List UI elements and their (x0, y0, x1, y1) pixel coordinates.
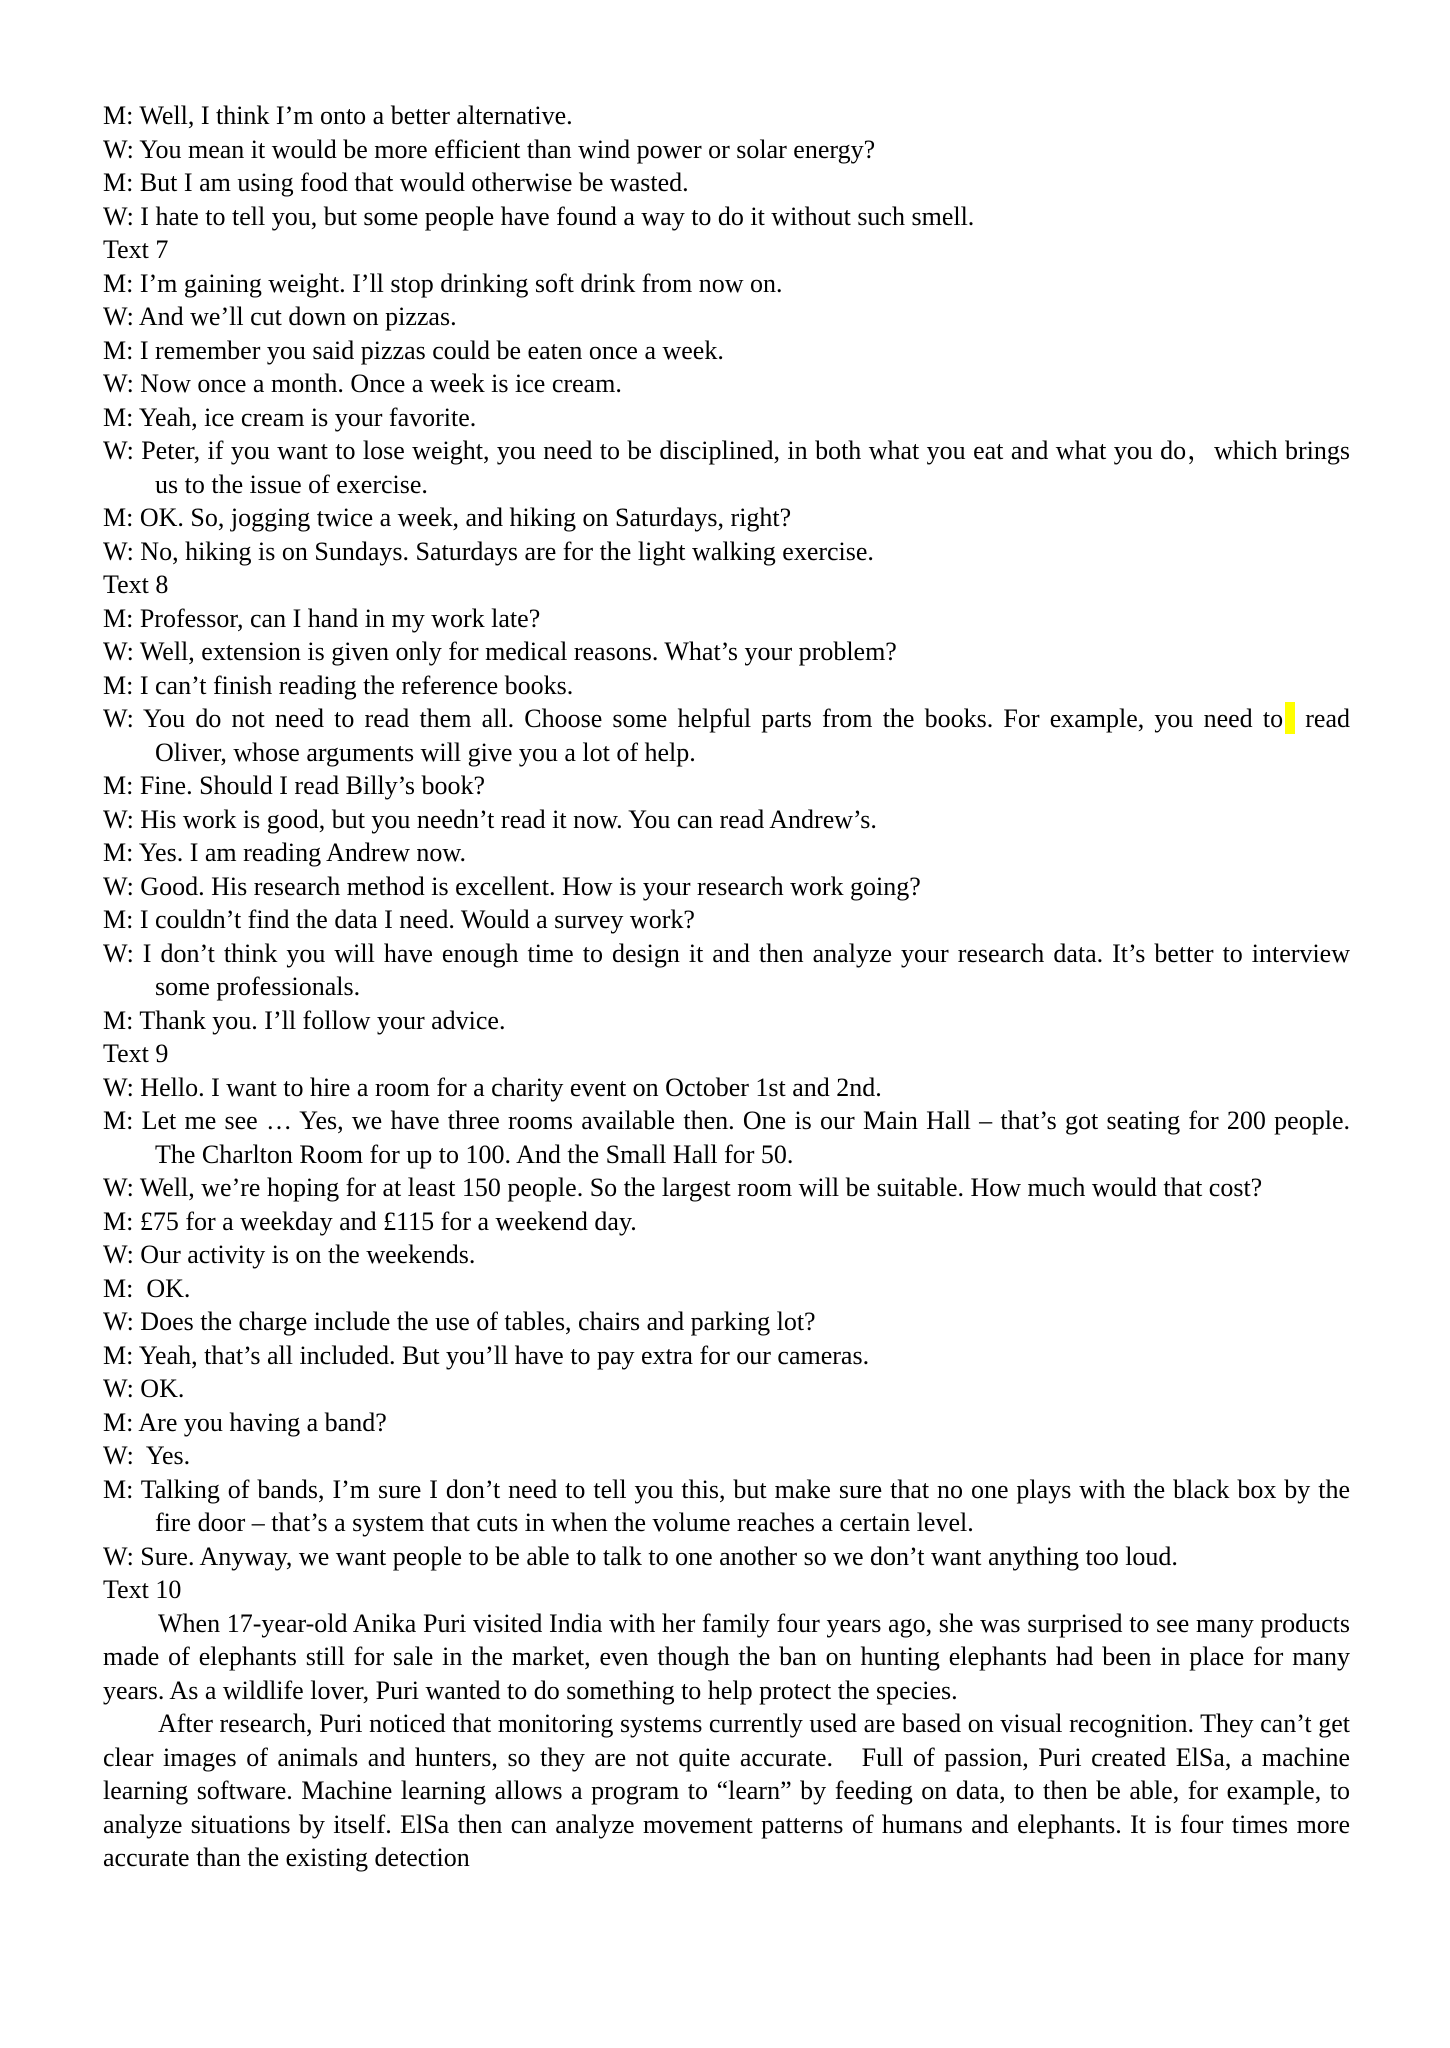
dialogue-line: M: But I am using food that would otherwise be wasted. (103, 168, 689, 197)
highlight-cursor (1285, 702, 1295, 734)
dialogue-line: M: Yeah, that’s all included. But you’ll have to pay extra for our cameras. (103, 1340, 870, 1370)
dialogue-line: M: OK. So, jogging twice a week, and hiking on Saturdays, right? (103, 503, 792, 532)
dialogue-line: W: No, hiking is on Sundays. Saturdays are for the light walking exercise. (103, 536, 874, 566)
dialogue-line: W: Our activity is on the weekends. (103, 1240, 476, 1269)
section-heading: Text 8 (103, 570, 169, 599)
dialogue-line: W: Does the charge include the use of tables, chairs and parking lot? (103, 1307, 816, 1336)
dialogue-line: M: OK. (103, 1273, 191, 1303)
dialogue-line: M: I can’t finish reading the reference books. (103, 670, 574, 700)
dialogue-line: M: Are you having a band? (103, 1407, 387, 1437)
dialogue-line: M: £75 for a weekday and £115 for a weekend day. (103, 1206, 637, 1236)
dialogue-line: M: Professor, can I hand in my work late? (103, 603, 541, 633)
dialogue-line: M: Let me see … Yes, we have three rooms available then. One is our Main Hall – that’s got seating for 200 people. The Charlton Room for up to 100. And the Small Hall for 50. (103, 1106, 1350, 1169)
dialogue-line: W: Good. His research method is excellent. How is your research work going? (103, 871, 921, 901)
dialogue-line: W: Now once a month. Once a week is ice cream. (103, 369, 622, 398)
dialogue-line: M: Yes. I am reading Andrew now. (103, 838, 466, 867)
dialogue-line: W: OK. (103, 1374, 185, 1403)
dialogue-text: W: You do not need to read them all. Choose some helpful parts from the books. For example, you need to (103, 704, 1284, 733)
dialogue-line: W: Peter, if you want to lose weight, you need to be disciplined, in both what you eat and what you do，which brings us to the issue of exercise. (103, 436, 1350, 499)
dialogue-line: W: Well, extension is given only for medical reasons. What’s your problem? (103, 637, 897, 666)
dialogue-line: M: I’m gaining weight. I’ll stop drinking soft drink from now on. (103, 268, 783, 298)
dialogue-line: M: Talking of bands, I’m sure I don’t need to tell you this, but make sure that no one plays with the black box by the fire door – that’s a system that cuts in when the volume reaches a certain level. (103, 1474, 1350, 1537)
dialogue-line: M: Thank you. I’ll follow your advice. (103, 1005, 506, 1035)
section-heading: Text 9 (103, 1039, 169, 1068)
dialogue-line: W: You mean it would be more efficient than wind power or solar energy? (103, 134, 876, 164)
dialogue-line: W: Hello. I want to hire a room for a charity event on October 1st and 2nd. (103, 1072, 882, 1102)
dialogue-line: M: Fine. Should I read Billy’s book? (103, 771, 486, 800)
dialogue-line: M: Well, I think I’m onto a better alternative. (103, 101, 573, 130)
section-heading: Text 10 (103, 1575, 182, 1604)
dialogue-line: W: Well, we’re hoping for at least 150 people. So the largest room will be suitable. How much would that cost? (103, 1173, 1263, 1202)
dialogue-line: M: Yeah, ice cream is your favorite. (103, 402, 477, 432)
dialogue-line: W: Yes. (103, 1441, 191, 1470)
dialogue-line: W: And we’ll cut down on pizzas. (103, 302, 457, 331)
dialogue-line: W: I hate to tell you, but some people have found a way to do it without such smell. (103, 201, 975, 231)
paragraph: When 17-year-old Anika Puri visited India with her family four years ago, she was surprised to see many products made of elephants still for sale in the market, even though the ban on hunting elephants had been in place for many years. As a wildlife lover, Puri wanted to do something to help protect the species. (103, 1608, 1350, 1705)
dialogue-line: W: Sure. Anyway, we want people to be able to talk to one another so we don’t want anything too loud. (103, 1541, 1178, 1571)
paragraph: After research, Puri noticed that monitoring systems currently used are based on visual recognition. They can’t get clear images of animals and hunters, so they are not quite accurate. Full of passion, Puri created ElSa, a machine learning software. Machine learning allows a program to “learn” by feeding on data, to then be able, for example, to analyze situations by itself. ElSa then can analyze movement patterns of humans and elephants. It is four times more accurate than the existing detection (103, 1709, 1350, 1872)
dialogue-line: W: His work is good, but you needn’t read it now. You can read Andrew’s. (103, 804, 877, 834)
dialogue-line: W: I don’t think you will have enough time to design it and then analyze your research data. It’s better to interview some professionals. (103, 938, 1350, 1001)
section-heading: Text 7 (103, 235, 169, 264)
dialogue-line: M: I couldn’t find the data I need. Would a survey work? (103, 905, 695, 934)
dialogue-text: read Oliver, whose arguments will give you a lot of help. (155, 704, 1350, 767)
transcript (103, 99, 1350, 1875)
dialogue-line: M: I remember you said pizzas could be eaten once a week. (103, 335, 724, 365)
dialogue-line (103, 702, 1350, 769)
